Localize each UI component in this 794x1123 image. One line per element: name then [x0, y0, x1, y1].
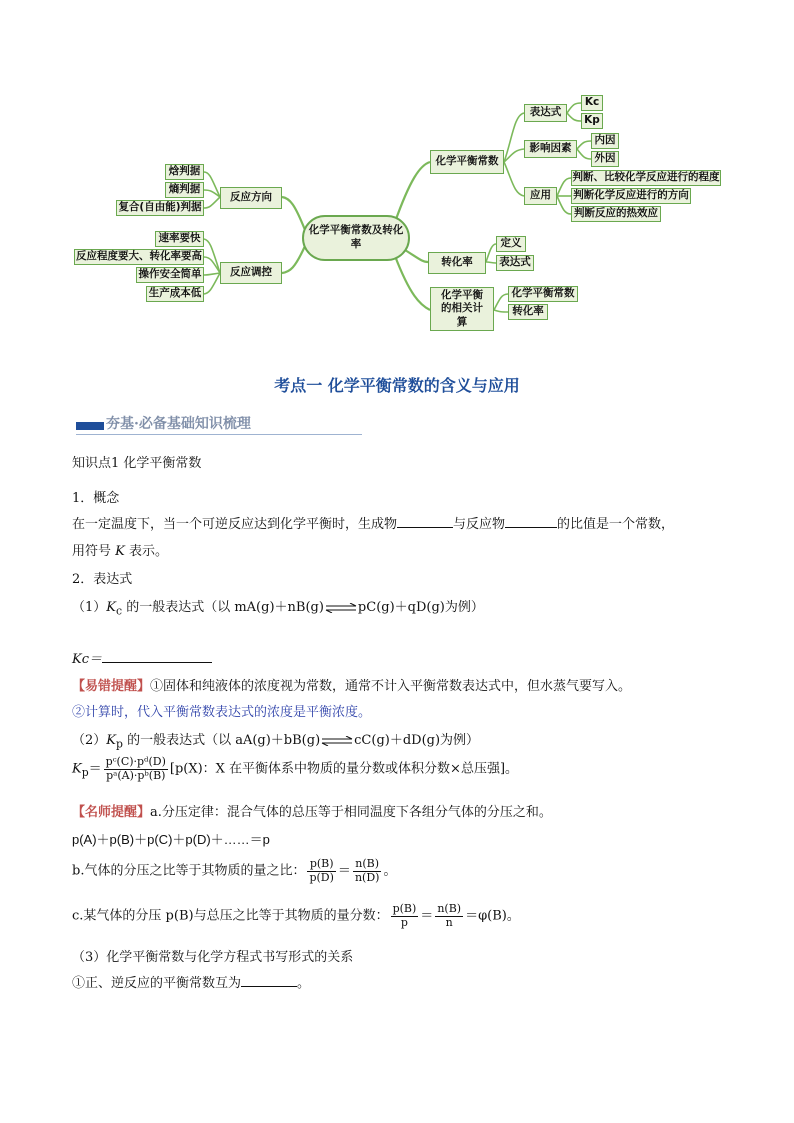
concept-line-2: 用符号 K 表示。: [72, 544, 168, 559]
connector-center-control: [282, 246, 305, 273]
page-title: 考点一 化学平衡常数的含义与应用: [274, 376, 520, 395]
node-application: 应用: [524, 187, 557, 205]
mind-map-center: 化学平衡常数及转化率: [302, 215, 410, 261]
section-header: [76, 412, 362, 436]
expr-heading: 2．表达式: [72, 572, 133, 587]
node-internal: 内因: [591, 133, 619, 149]
kp-general-expr: $(2)K_p$ 的一般表达式（以 aA(g)＋bB(g) cC(g)＋dD(g)为例）: [72, 733, 480, 751]
teacher-tip-line: 【名师提醒】a.分压定律：混合气体的总压等于相同温度下各组分气体的分压之和。: [72, 805, 552, 820]
node-control: 反应调控: [220, 262, 282, 284]
relation-line-1: ①正、逆反应的平衡常数互为 。: [72, 972, 310, 991]
node-kc: Kc: [581, 95, 603, 111]
node-calc-conversion: 转化率: [508, 304, 548, 320]
node-calc: 化学平衡的相关计算: [430, 287, 494, 331]
node-ctl3: 操作安全简单: [136, 267, 204, 283]
blank-1[interactable]: [397, 513, 453, 528]
blank-kc[interactable]: [102, 648, 212, 663]
blank-reciprocal[interactable]: [241, 972, 297, 987]
kc-general-expr: $(1)K_c$ 的一般表达式（以 mA(g)＋nB(g) pC(g)＋qD(g)为例）: [72, 600, 484, 618]
ratio-line-b: b.气体的分压之比等于其物质的量之比： $\frac{p(B)}{p(D)}$ ＝ $\frac{n(B)}{n(D)}$ 。: [72, 857, 397, 884]
node-factors: 影响因素: [524, 140, 577, 158]
concept-line-1: 在一定温度下，当一个可逆反应达到化学平衡时，生成物 与反应物 的比值是一个常数，: [72, 513, 674, 532]
blank-2[interactable]: [505, 513, 557, 528]
node-app1: 判断、比较化学反应进行的程度: [571, 170, 721, 186]
node-conversion: 转化率: [428, 252, 486, 274]
node-chem-eq-const: 化学平衡常数: [430, 150, 504, 174]
connector-center-direction: [282, 197, 305, 230]
kp-formula: $K_p=$ $\frac{\text{pᶜ(C)·pᵈ(D)}}{\text{pᵃ(A)·pᵇ(B)}}$ [p(X)：X 在平衡体系中物质的量分数或体积分数×总压强]。: [72, 755, 519, 782]
relation-heading: （3）化学平衡常数与化学方程式书写形式的关系: [72, 950, 354, 965]
partial-pressure-sum: p(A)＋p(B)＋p(C)＋p(D)＋……＝p: [72, 832, 270, 847]
node-definition: 定义: [496, 236, 526, 252]
node-kp: Kp: [581, 113, 603, 129]
kp-fraction: $\frac{\text{pᶜ(C)·pᵈ(D)}}{\text{pᵃ(A)·pᵇ(B)}}$: [105, 755, 166, 782]
connector-center-eqconst: [395, 162, 430, 222]
section-label: 夯基·必备基础知识梳理: [106, 416, 251, 432]
connector-center-calc: [395, 256, 430, 310]
node-external: 外因: [591, 151, 619, 167]
concept-heading: 1．概念: [72, 491, 120, 506]
node-expression: 表达式: [524, 104, 567, 122]
node-entropy: 熵判据: [165, 182, 204, 198]
ratio-line-c: c.某气体的分压 p(B)与总压之比等于其物质的量分数： $\frac{p(B)}{p}$ ＝ $\frac{n(B)}{n}$ ＝φ(B)。: [72, 902, 520, 929]
node-app2: 判断化学反应进行的方向: [571, 188, 691, 204]
node-ctl1: 速率要快: [155, 231, 204, 247]
node-ctl2: 反应程度要大、转化率要高: [74, 249, 204, 265]
tip-line-2: ②计算时，代入平衡常数表达式的浓度是平衡浓度。: [72, 705, 372, 720]
node-enthalpy: 焓判据: [165, 164, 204, 180]
kc-blank-line: Kc＝: [72, 648, 212, 667]
section-bar-icon: [76, 422, 104, 430]
node-ctl4: 生产成本低: [146, 286, 204, 302]
node-calc-eq-const: 化学平衡常数: [508, 286, 578, 302]
equilibrium-arrow-icon: [320, 736, 354, 746]
knowledge-point-heading: 知识点1 化学平衡常数: [72, 456, 202, 471]
equilibrium-arrow-icon: [324, 603, 358, 613]
node-gibbs: 复合(自由能)判据: [116, 200, 204, 216]
node-conv-expression: 表达式: [496, 255, 534, 271]
tip-line-1: 【易错提醒】①固体和纯液体的浓度视为常数，通常不计入平衡常数表达式中，但水蒸气要写入。: [72, 679, 632, 694]
node-direction: 反应方向: [220, 187, 282, 209]
node-app3: 判断反应的热效应: [571, 206, 661, 222]
connector-center-conversion: [405, 250, 428, 262]
section-underline: [76, 434, 362, 435]
